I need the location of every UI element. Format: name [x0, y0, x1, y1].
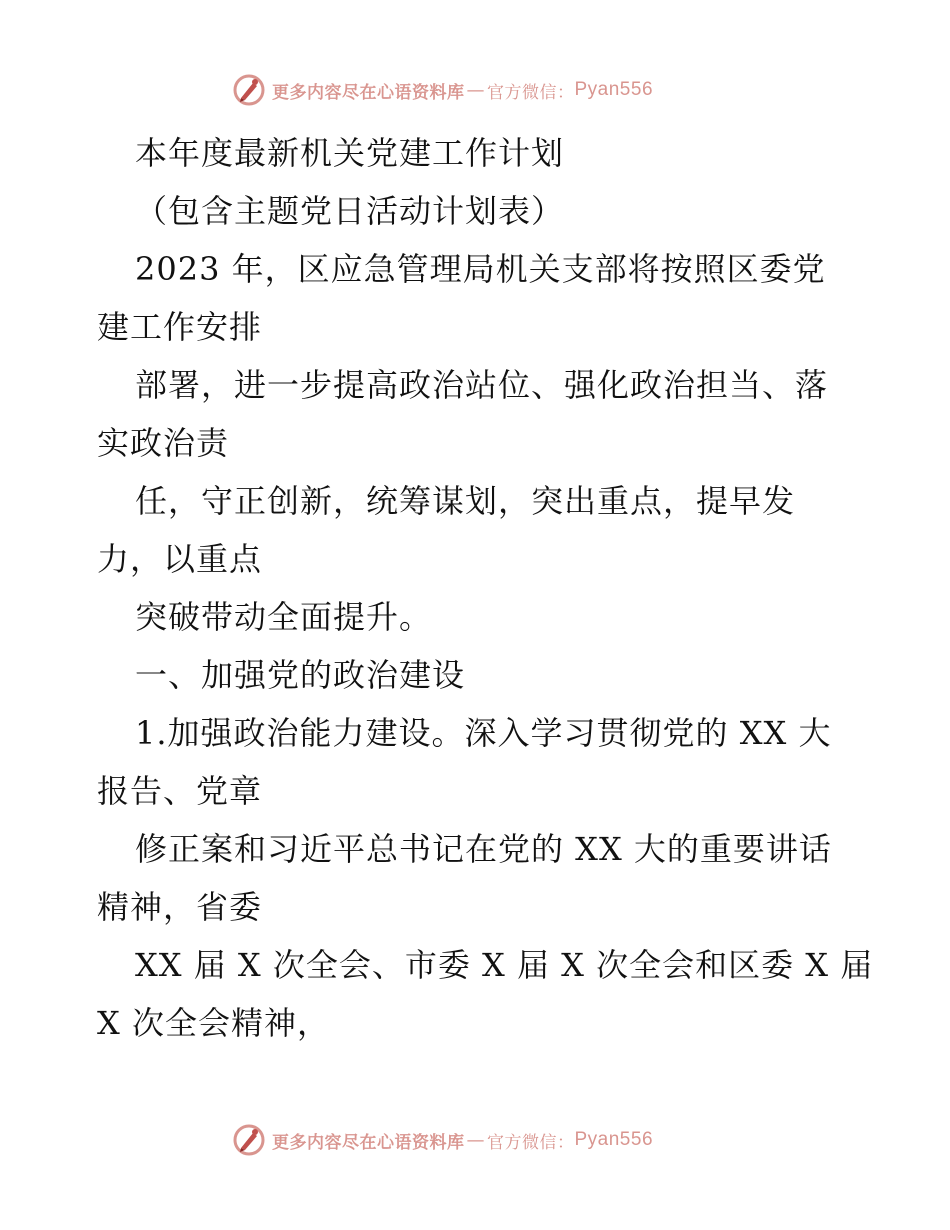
- document-line: 力，以重点: [97, 540, 263, 578]
- document-line: 1.加强政治能力建设。深入学习贯彻党的 XX 大: [135, 714, 832, 752]
- watermark-separator: —: [466, 79, 485, 101]
- document-line: 报告、党章: [97, 772, 263, 810]
- pen-logo-icon: [232, 1123, 266, 1157]
- document-line: 建工作安排: [97, 308, 263, 346]
- watermark-wechat-id: Pyan556: [574, 1129, 654, 1150]
- watermark-official: 官方微信：: [487, 82, 575, 103]
- document-line: XX 届 X 次全会、市委 X 届 X 次全会和区委 X 届: [135, 946, 874, 984]
- watermark-text: 更多内容尽在心语资料库: [272, 82, 465, 103]
- document-line: 一、加强党的政治建设: [135, 656, 466, 694]
- footer-watermark: [232, 1122, 712, 1158]
- document-line: 修正案和习近平总书记在党的 XX 大的重要讲话: [135, 830, 832, 868]
- document-line: 部署，进一步提高政治站位、强化政治担当、落: [135, 366, 829, 404]
- document-line: X 次全会精神，: [97, 1004, 330, 1042]
- document-line: 精神，省委: [97, 888, 263, 926]
- header-watermark: [232, 72, 712, 108]
- document-line: 突破带动全面提升。: [135, 598, 433, 636]
- document-body: [97, 124, 874, 1052]
- document-line: 实政治责: [97, 424, 230, 462]
- document-line: 任，守正创新，统筹谋划，突出重点，提早发: [135, 482, 796, 520]
- pen-logo-icon: [232, 73, 266, 107]
- watermark-text: 更多内容尽在心语资料库: [272, 1132, 465, 1153]
- watermark-wechat-id: Pyan556: [574, 79, 654, 100]
- watermark-separator: —: [466, 1129, 485, 1151]
- watermark-official: 官方微信：: [487, 1132, 575, 1153]
- document-line: 2023 年，区应急管理局机关支部将按照区委党: [135, 250, 826, 288]
- document-line: 本年度最新机关党建工作计划: [135, 134, 565, 172]
- document-line: （包含主题党日活动计划表）: [135, 192, 565, 230]
